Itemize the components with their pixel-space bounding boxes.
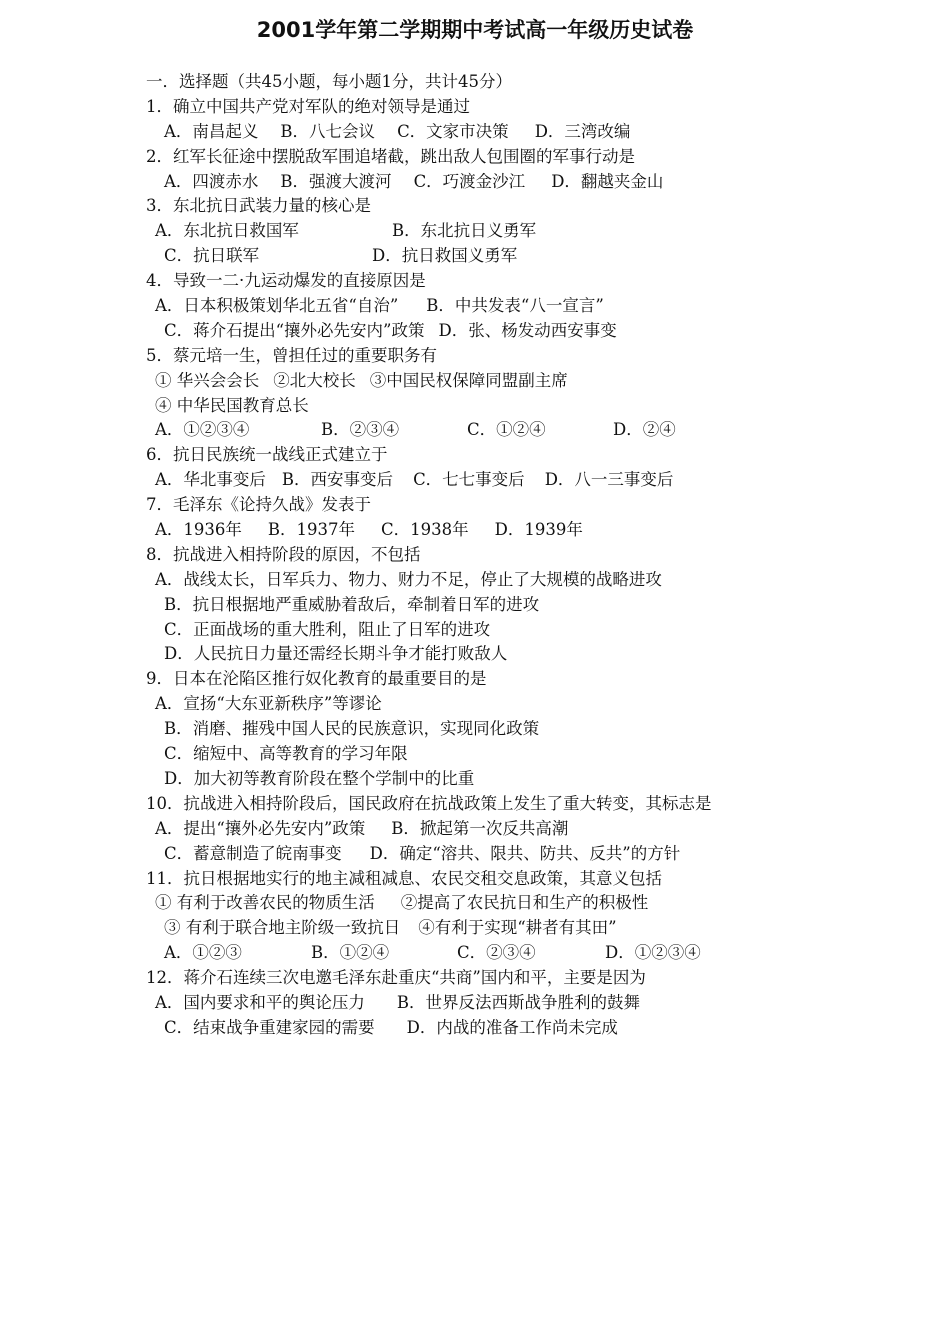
statement-items: [146, 394, 926, 419]
option-a[interactable]: A．①②③④: [155, 420, 250, 440]
statement-items: [146, 369, 926, 394]
option-d[interactable]: D．①②③④: [605, 943, 701, 963]
question-8: 8．抗战进入相持阶段的原因，不包括: [146, 544, 421, 564]
question-2: 2．红军长征途中摆脱敌军围追堵截，跳出敌人包围圈的军事行动是: [146, 146, 635, 166]
statement-items: [146, 891, 926, 916]
question-10: 10．抗战进入相持阶段后，国民政府在抗战政策上发生了重大转变，其标志是: [146, 793, 712, 813]
option-b[interactable]: B．八七会议: [280, 121, 376, 141]
question-1: 1．确立中国共产党对军队的绝对领导是通过: [146, 96, 470, 116]
statement-item: ③ 有利于联合地主阶级一致抗日: [164, 918, 401, 938]
options-line: [146, 1016, 926, 1041]
option-b[interactable]: B．②③④: [321, 420, 400, 440]
options-line: [146, 244, 926, 269]
options-line: [146, 170, 926, 195]
options-line: [146, 219, 926, 244]
question-7: 7．毛泽东《论持久战》发表于: [146, 495, 371, 515]
option-c[interactable]: C．巧渡金沙江: [413, 171, 526, 191]
options-line: [146, 418, 926, 443]
options-line: [146, 991, 926, 1016]
statement-item: ②提高了农民抗日和生产的积极性: [400, 893, 649, 913]
option-a[interactable]: A．1936年: [155, 520, 242, 540]
option-a[interactable]: A．国内要求和平的舆论压力: [155, 992, 365, 1012]
options-line: [146, 468, 926, 493]
option-a[interactable]: A．日本积极策划华北五省“自治”: [155, 296, 399, 316]
option-d[interactable]: D．八一三事变后: [544, 470, 674, 490]
statement-item: ③中国民权保障同盟副主席: [369, 370, 568, 390]
options-line: [146, 817, 926, 842]
option-b[interactable]: B．世界反法西斯战争胜利的鼓舞: [396, 992, 641, 1012]
statement-item: ④ 中华民国教育总长: [155, 395, 309, 415]
option-d[interactable]: D．人民抗日力量还需经长期斗争才能打败敌人: [164, 644, 508, 664]
statement-item: ① 有利于改善农民的物质生活: [155, 893, 375, 913]
option-d[interactable]: D．抗日救国义勇军: [372, 246, 518, 266]
option-a[interactable]: A．东北抗日救国军: [155, 221, 299, 241]
statement-item: ④有利于实现“耕者有其田”: [418, 918, 617, 938]
option-c[interactable]: C．①②④: [467, 420, 546, 440]
option-d[interactable]: D．三湾改编: [534, 121, 631, 141]
option-d[interactable]: D．翻越夹金山: [551, 171, 664, 191]
option-b[interactable]: B．1937年: [267, 520, 356, 540]
question-4: 4．导致一二·九运动爆发的直接原因是: [146, 271, 426, 291]
option-a[interactable]: A．华北事变后: [155, 470, 266, 490]
option-b[interactable]: B．抗日根据地严重威胁着敌后，牵制着日军的进攻: [164, 594, 540, 614]
option-b[interactable]: B．消磨、摧残中国人民的民族意识，实现同化政策: [164, 719, 540, 739]
option-c[interactable]: C．缩短中、高等教育的学习年限: [164, 744, 408, 764]
option-c[interactable]: C．蒋介石提出“攘外必先安内”政策: [164, 320, 425, 340]
statement-items: [146, 916, 926, 941]
option-c[interactable]: C．七七事变后: [413, 470, 525, 490]
option-b[interactable]: B．东北抗日义勇军: [392, 221, 537, 241]
option-d[interactable]: D．②④: [613, 420, 676, 440]
options-line: [146, 941, 926, 966]
question-9: 9．日本在沦陷区推行奴化教育的最重要目的是: [146, 669, 487, 689]
option-c[interactable]: C．蓄意制造了皖南事变: [164, 843, 342, 863]
option-d[interactable]: D．1939年: [494, 520, 583, 540]
option-d[interactable]: D．内战的准备工作尚未完成: [406, 1017, 618, 1037]
exam-body: [146, 70, 926, 1041]
option-c[interactable]: C．正面战场的重大胜利，阻止了日军的进攻: [164, 619, 491, 639]
option-c[interactable]: C．文家市决策: [397, 121, 509, 141]
option-d[interactable]: D．张、杨发动西安事变: [438, 320, 617, 340]
option-b[interactable]: B．西安事变后: [281, 470, 394, 490]
option-c[interactable]: C．抗日联军: [164, 246, 260, 266]
options-line: [146, 294, 926, 319]
option-d[interactable]: D．加大初等教育阶段在整个学制中的比重: [164, 768, 475, 788]
option-c[interactable]: C．结束战争重建家园的需要: [164, 1017, 375, 1037]
section-heading: 一．选择题（共45小题，每小题1分，共计45分）: [146, 72, 512, 91]
option-a[interactable]: A．南昌起义: [164, 121, 259, 141]
options-line: [146, 842, 926, 867]
question-5: 5．蔡元培一生，曾担任过的重要职务有: [146, 345, 437, 365]
option-b[interactable]: B．掀起第一次反共高潮: [391, 818, 569, 838]
question-3: 3．东北抗日武装力量的核心是: [146, 196, 371, 216]
statement-item: ②北大校长: [273, 370, 356, 390]
question-11: 11．抗日根据地实行的地主减租减息、农民交租交息政策，其意义包括: [146, 868, 662, 888]
statement-item: ① 华兴会会长: [155, 370, 260, 390]
option-a[interactable]: A．四渡赤水: [164, 171, 259, 191]
question-6: 6．抗日民族统一战线正式建立于: [146, 445, 388, 465]
option-a[interactable]: A．宣扬“大东亚新秩序”等谬论: [155, 694, 382, 714]
options-line: [146, 120, 926, 145]
exam-title: 2001学年第二学期期中考试高一年级历史试卷: [256, 18, 694, 42]
option-b[interactable]: B．中共发表“八一宣言”: [426, 296, 604, 316]
option-b[interactable]: B．①②④: [311, 943, 390, 963]
option-a[interactable]: A．①②③: [164, 943, 242, 963]
option-b[interactable]: B．强渡大渡河: [280, 171, 392, 191]
option-a[interactable]: A．提出“攘外必先安内”政策: [155, 818, 366, 838]
option-c[interactable]: C．1938年: [381, 520, 469, 540]
options-line: [146, 518, 926, 543]
options-line: [146, 319, 926, 344]
option-a[interactable]: A．战线太长，日军兵力、物力、财力不足，停止了大规模的战略进攻: [155, 569, 662, 589]
question-12: 12．蒋介石连续三次电邀毛泽东赴重庆“共商”国内和平，主要是因为: [146, 968, 646, 988]
option-d[interactable]: D．确定“溶共、限共、防共、反共”的方针: [369, 843, 681, 863]
option-c[interactable]: C．②③④: [457, 943, 536, 963]
